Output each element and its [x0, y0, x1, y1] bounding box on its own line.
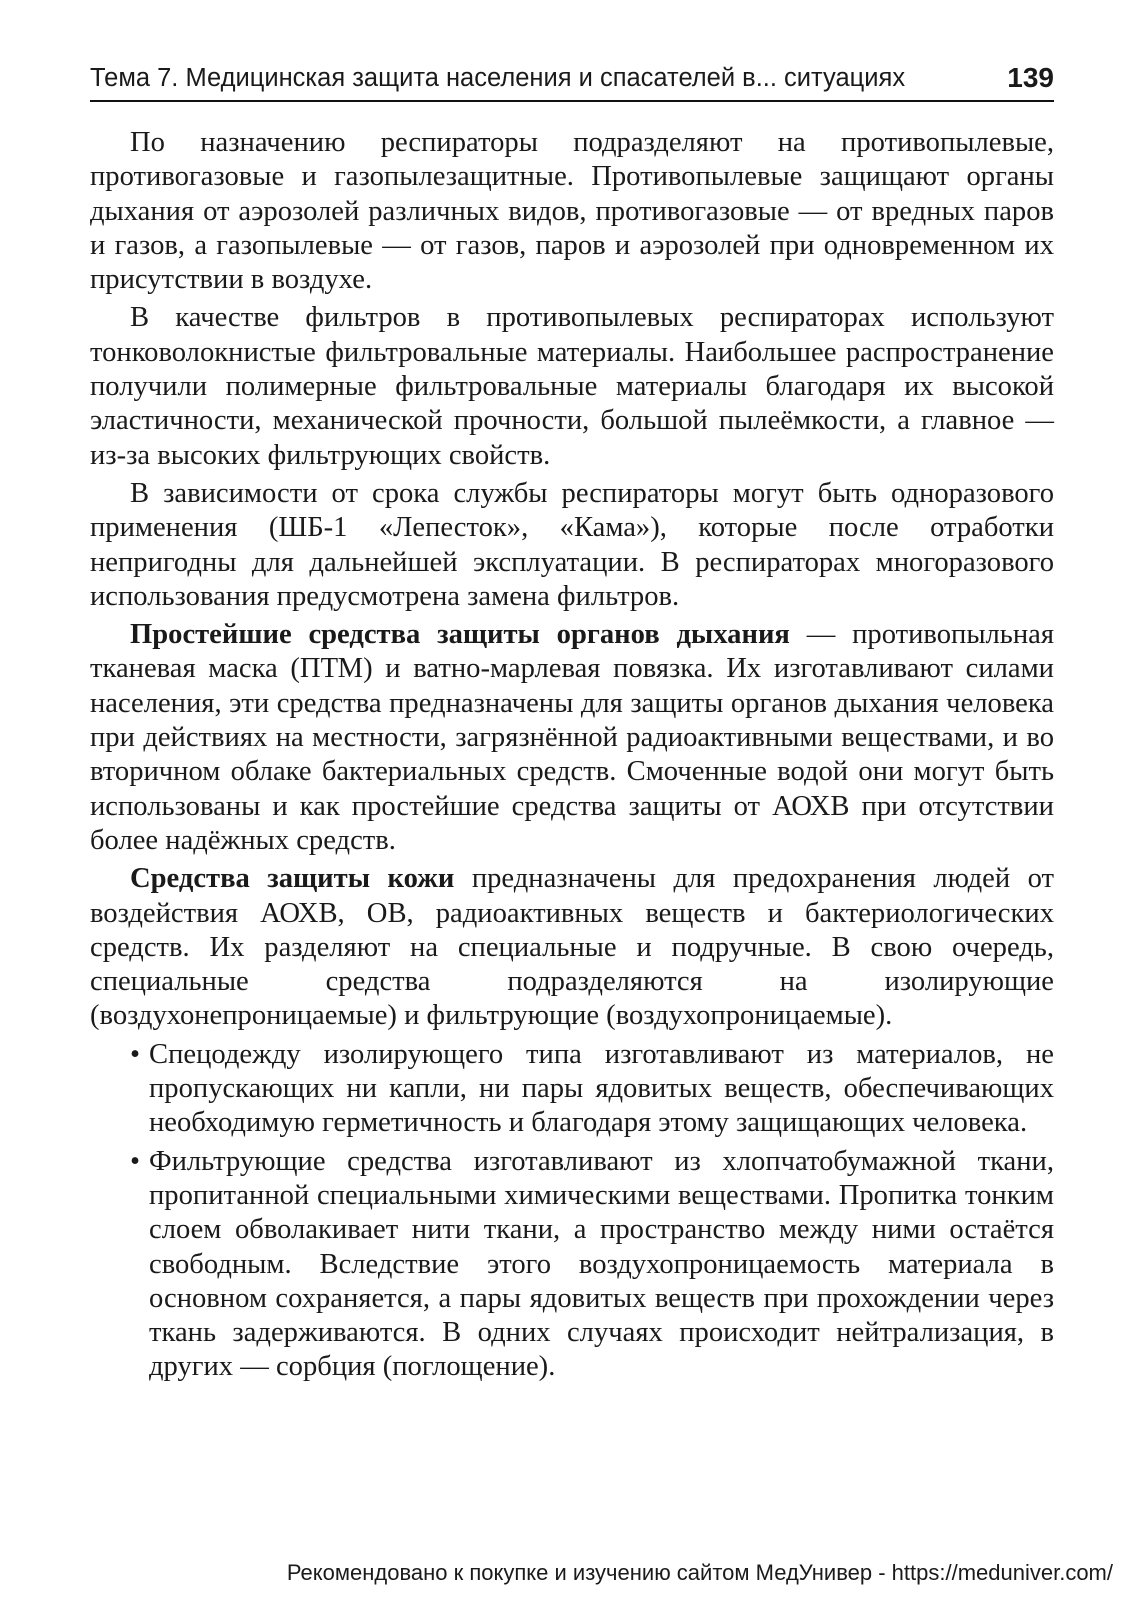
bullet-list	[90, 1038, 1054, 1385]
page-header	[90, 60, 1054, 102]
main-text	[90, 126, 1054, 1389]
paragraph	[90, 477, 1054, 614]
footer-watermark: Рекомендовано к покупке и изучению сайтом МедУнивер - https://meduniver.com/	[286, 1560, 1113, 1585]
paragraph-text: По назначению респираторы подразделяют на противопылевые, противогазовые и газопылезащитные. Противопылевые защищают органы дыхания от аэрозолей различных видов, противогазовые — от вредных паров и газов, а газопылевые — от газов, паров и аэрозолей при одновременном их присутствии в воздухе.	[90, 127, 1054, 296]
paragraph-text: предназначены для предохранения людей от воздействия АОХВ, ОВ, радиоактивных веществ и бактериологических средств. Их разделяют на специальные и подручные. В свою очередь, специальные средства подразделяются на изолирующие (воздухонепроницаемые) и фильтрующие (воздухопроницаемые).	[90, 863, 1054, 1032]
paragraph	[90, 301, 1054, 472]
paragraph	[90, 862, 1054, 1033]
list-item-text: Фильтрующие средства изготавливают из хлопчатобумажной ткани, пропитанной специальными химическими веществами. Пропитка тонким слоем обволакивает нити ткани, а пространство между ними остаётся свободным. Вследствие этого воздухопроницаемость материала в основном сохраняется, а пары ядовитых веществ при прохождении через ткань задерживаются. В одних случаях происходит нейтрализация, в других — сорбция (поглощение).	[149, 1145, 1054, 1383]
bullet-icon: •	[130, 1145, 141, 1177]
list-item	[90, 1145, 1054, 1385]
list-item	[90, 1038, 1054, 1141]
paragraph-text: В зависимости от срока службы респираторы могут быть одноразового применения (ШБ-1 «Лепесток», «Кама»), которые после отработки непригодны для дальнейшей эксплуатации. В респираторах многоразового использования предусмотрена замена фильтров.	[90, 477, 1054, 612]
term-bold: Простейшие средства защиты органов дыхания	[130, 619, 790, 651]
paragraph-text: В качестве фильтров в противопылевых респираторах используют тонковолокнистые фильтровальные материалы. Наибольшее распространение получили полимерные фильтровальные материалы благодаря их высокой эластичности, механической прочности, большой пылеёмкости, а главное — из-за высоких фильтрующих свойств.	[90, 302, 1054, 471]
term-bold: Средства защиты кожи	[130, 863, 455, 895]
paragraph	[90, 618, 1054, 858]
paragraph	[90, 126, 1054, 297]
list-item-text: Спецодежду изолирующего типа изготавливают из материалов, не пропускающих ни капли, ни пары ядовитых веществ, обеспечивающих необходимую герметичность и благодаря этому защищающих человека.	[149, 1038, 1054, 1139]
page-number: 139	[1007, 62, 1054, 93]
paragraph-text: — противопыльная тканевая маска (ПТМ) и ватно-марлевая повязка. Их изготавливают силами населения, эти средства предназначены для защиты органов дыхания человека при действиях на местности, загрязнённой радиоактивными веществами, и во вторичном облаке бактериальных средств. Смоченные водой они могут быть использованы и как простейшие средства защиты от АОХВ при отсутствии более надёжных средств.	[90, 619, 1054, 856]
bullet-icon: •	[130, 1038, 141, 1070]
running-title: Тема 7. Медицинская защита населения и спасателей в... ситуациях	[90, 64, 906, 92]
